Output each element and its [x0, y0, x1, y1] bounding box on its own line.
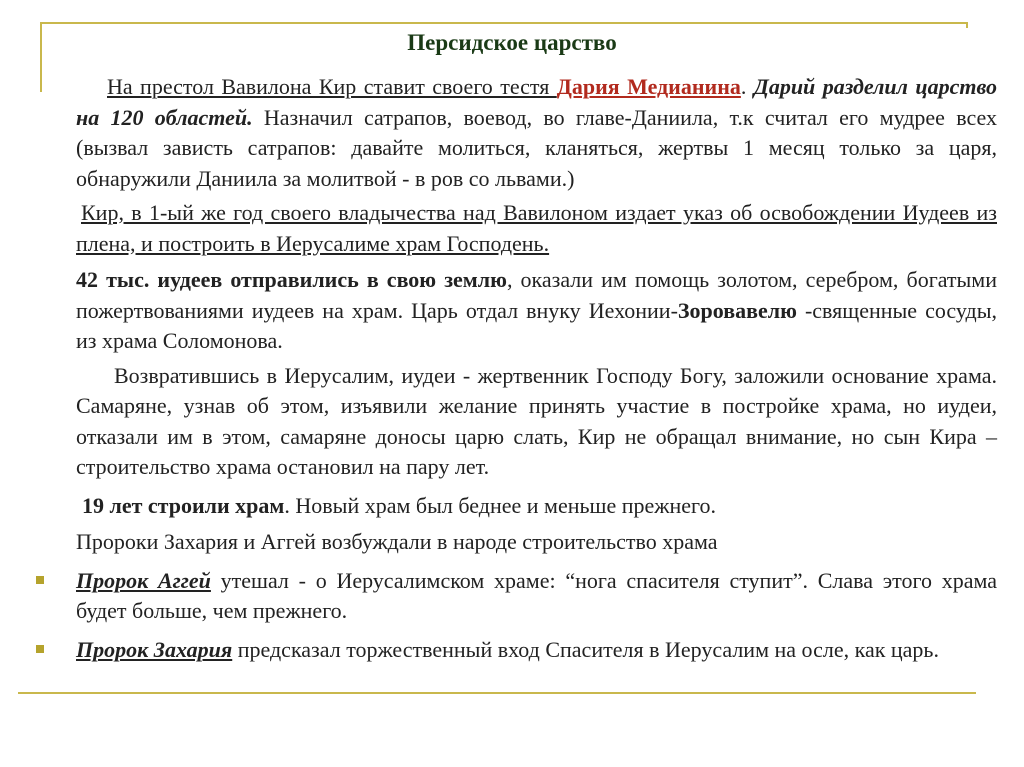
paragraph-3	[76, 265, 997, 357]
p5-years: 19 лет строили храм	[82, 492, 285, 518]
bullet-square-icon	[36, 576, 44, 584]
p2-decree: Кир, в 1-ый же год своего владычества над Вавилоном издает указ об освобождении Иудеев из плена, и построить в Иерусалиме храм Господень.	[76, 200, 997, 256]
bullet-haggai	[76, 566, 997, 627]
bullet-zechariah-text	[76, 635, 997, 666]
p3-return: 42 тыс. иудеев отправились в свою землю	[76, 267, 507, 292]
bullet-square-icon	[36, 645, 44, 653]
paragraph-1	[76, 72, 997, 194]
slide-body	[76, 72, 997, 665]
p3-text-b: , оказали им помощь золотом, серебром, богатыми пожертвованиями иудеев на храм. Царь отдал внуку Иехонии-	[76, 267, 997, 323]
p1-text-c: .	[740, 74, 754, 99]
zechariah-name: Пророк Захария	[76, 636, 233, 662]
paragraph-4	[76, 361, 997, 483]
bullet-zechariah	[76, 635, 997, 666]
frame-top-line	[40, 22, 966, 24]
haggai-name: Пророк Аггей	[76, 567, 211, 593]
frame-right-line	[966, 22, 968, 28]
p1-darius-name: Дария Медианина	[556, 74, 741, 99]
p1-text-e: Назначил сатрапов, воевод, во главе-Даниила, т.к считал его мудрее всех (вызвал зависть сатрапов: давайте молиться, кланяться, жертвы 1 месяц только за царя, обнаружили Даниила за молитвой - в ров со львами.)	[76, 104, 997, 191]
p4-text: Возвратившись в Иерусалим, иудеи - жертвенник Господу Богу, заложили основание храма. Самаряне, узнав об этом, изъявили желание принять участие в постройке храма, но иудеи, отказали им в этом, самаряне доносы царю слать, Кир не обращал внимание, но сын Кира –строительство храма остановил на пару лет.	[76, 362, 997, 479]
frame-bottom-line	[18, 692, 976, 694]
p5-text-b: . Новый храм был беднее и меньше прежнего.	[284, 492, 716, 518]
bullet-haggai-text	[76, 566, 997, 627]
zechariah-text: предсказал торжественный вход Спасителя в Иерусалим на осле, как царь.	[232, 636, 939, 662]
paragraph-6	[76, 527, 997, 558]
p3-zerubbabel: Зоровавелю	[677, 297, 797, 323]
haggai-text: утешал - о Иерусалимском храме: “нога спасителя ступит”. Слава этого храма будет больше, чем прежнего.	[76, 567, 997, 623]
paragraph-2	[76, 198, 997, 259]
p1-text-a: На престол Вавилона Кир ставит своего тестя	[107, 74, 557, 99]
p1-provinces: Дарий разделил царство на 120 областей.	[76, 74, 997, 130]
paragraph-5	[76, 491, 997, 522]
p3-text-d: -священные сосуды, из храма Соломонова.	[76, 297, 997, 353]
slide-title: Персидское царство	[407, 30, 617, 55]
p6-text: Пророки Захария и Аггей возбуждали в народе строительство храма	[76, 529, 718, 554]
